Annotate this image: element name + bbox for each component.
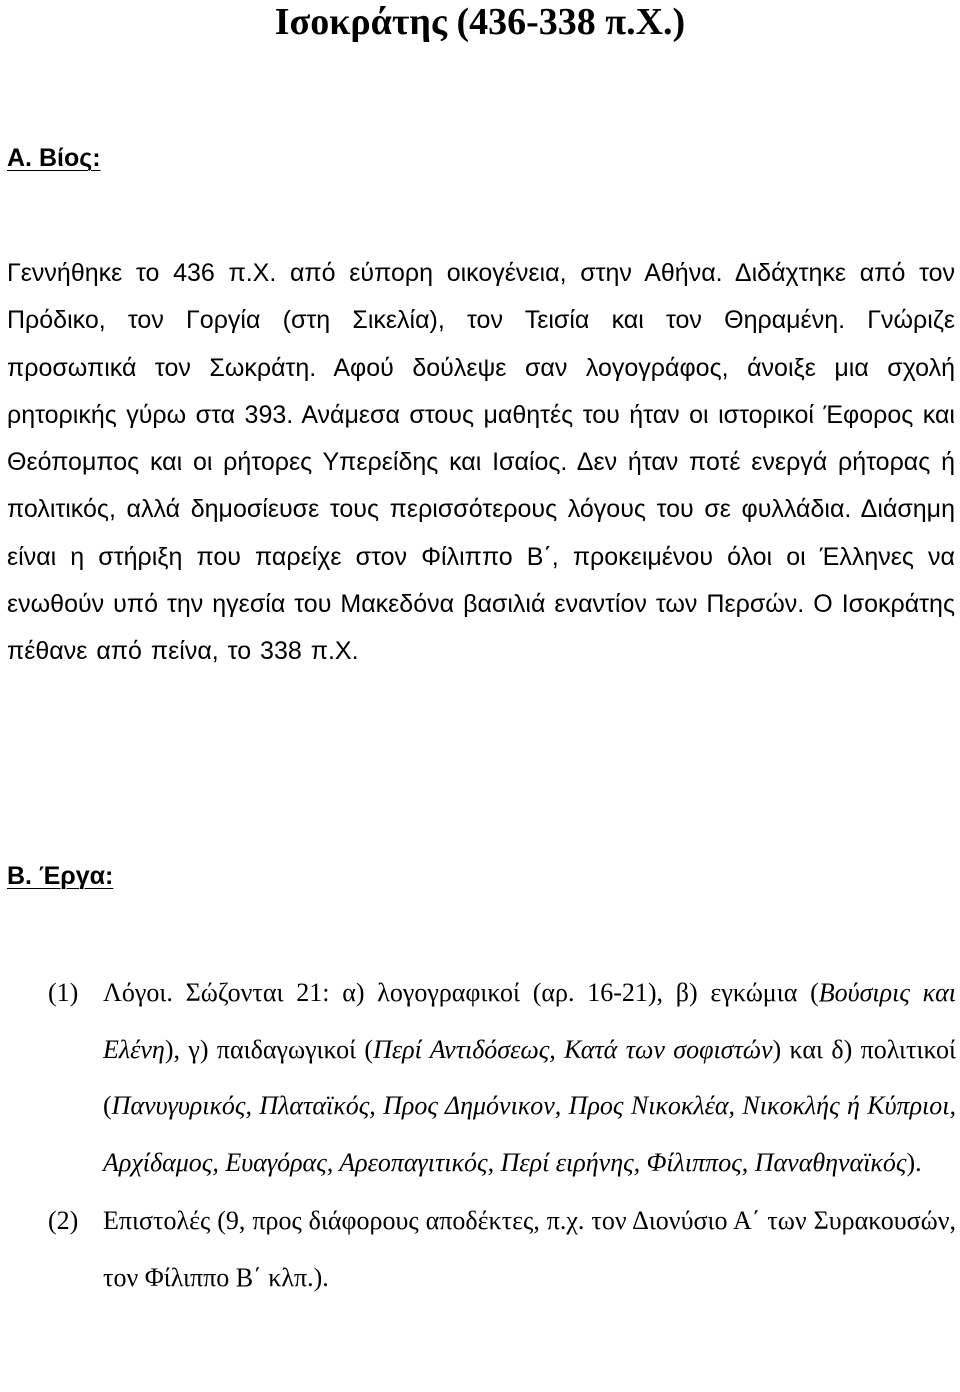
list-item-number: (1) — [48, 978, 79, 1007]
work-text: Λόγοι. Σώζονται 21: α) λογογραφικοί (αρ. 16-21), β) εγκώμια ( — [103, 978, 819, 1007]
section-heading-bio: Α. Βίος: — [7, 144, 101, 172]
bio-paragraph: Γεννήθηκε το 436 π.Χ. από εύπορη οικογένεια, στην Αθήνα. Διδάχτηκε από τον Πρόδικο, τον Γοργία (στη Σικελία), τον Τεισία και τον Θηραμένη. Γνώριζε προσωπικά τον Σωκράτη. Αφού δούλεψε σαν λογογράφος, άνοιξε μια σχολή ρητορικής γύρω στα 393. Ανάμεσα στους μαθητές του ήταν οι ιστορικοί Έφορος και Θεόπομπος και οι ρήτορες Υπερείδης και Ισαίος. Δεν ήταν ποτέ ενεργά ρήτορας ή πολιτικός, αλλά δημοσίευσε τους περισσότερους λόγους του σε φυλλάδια. Διάσημη είναι η στήριξη που παρείχε στον Φίλιππο Β΄, προκειμένου όλοι οι Έλληνες να ενωθούν υπό την ηγεσία του Μακεδόνα βασιλιά εναντίον των Περσών. Ο Ισοκράτης πέθανε από πείνα, το 338 π.Χ. — [7, 259, 955, 665]
work-text: ) και δ) πολιτικοί ( — [103, 1034, 957, 1120]
list-item-number: (2) — [48, 1206, 79, 1235]
works-list-item-letters — [0, 1193, 960, 1306]
section-heading-works: Β. Έργα: — [7, 862, 114, 890]
work-text: ), γ) παιδαγωγικοί ( — [164, 1034, 374, 1064]
work-text: ). — [906, 1147, 922, 1177]
work-title-italic: Πανυγυρικός, Πλαταϊκός, Προς Δημόνικον, Προς Νικοκλέα, Νικοκλής ή Κύπριοι, Αρχίδαμος, Ευαγόρας, Αρεοπαγιτικός, Περί ειρήνης, Φίλιππος, Παναθηναϊκός — [103, 1091, 956, 1177]
work-text: Επιστολές (9, προς διάφορους αποδέκτες, π.χ. τον Διονύσιο Α΄ των Συρακουσών, τον Φίλιππο Β΄ κλπ.). — [103, 1206, 956, 1292]
work-title-italic: Βούσιρις και Ελένη — [103, 978, 957, 1064]
works-list-item-speeches — [0, 965, 960, 1191]
works-list — [0, 965, 960, 1306]
page-title: Ισοκράτης (436-338 π.Χ.) — [274, 1, 686, 43]
work-title-italic: Περί Αντιδόσεως, Κατά των σοφιστών — [373, 1034, 773, 1064]
